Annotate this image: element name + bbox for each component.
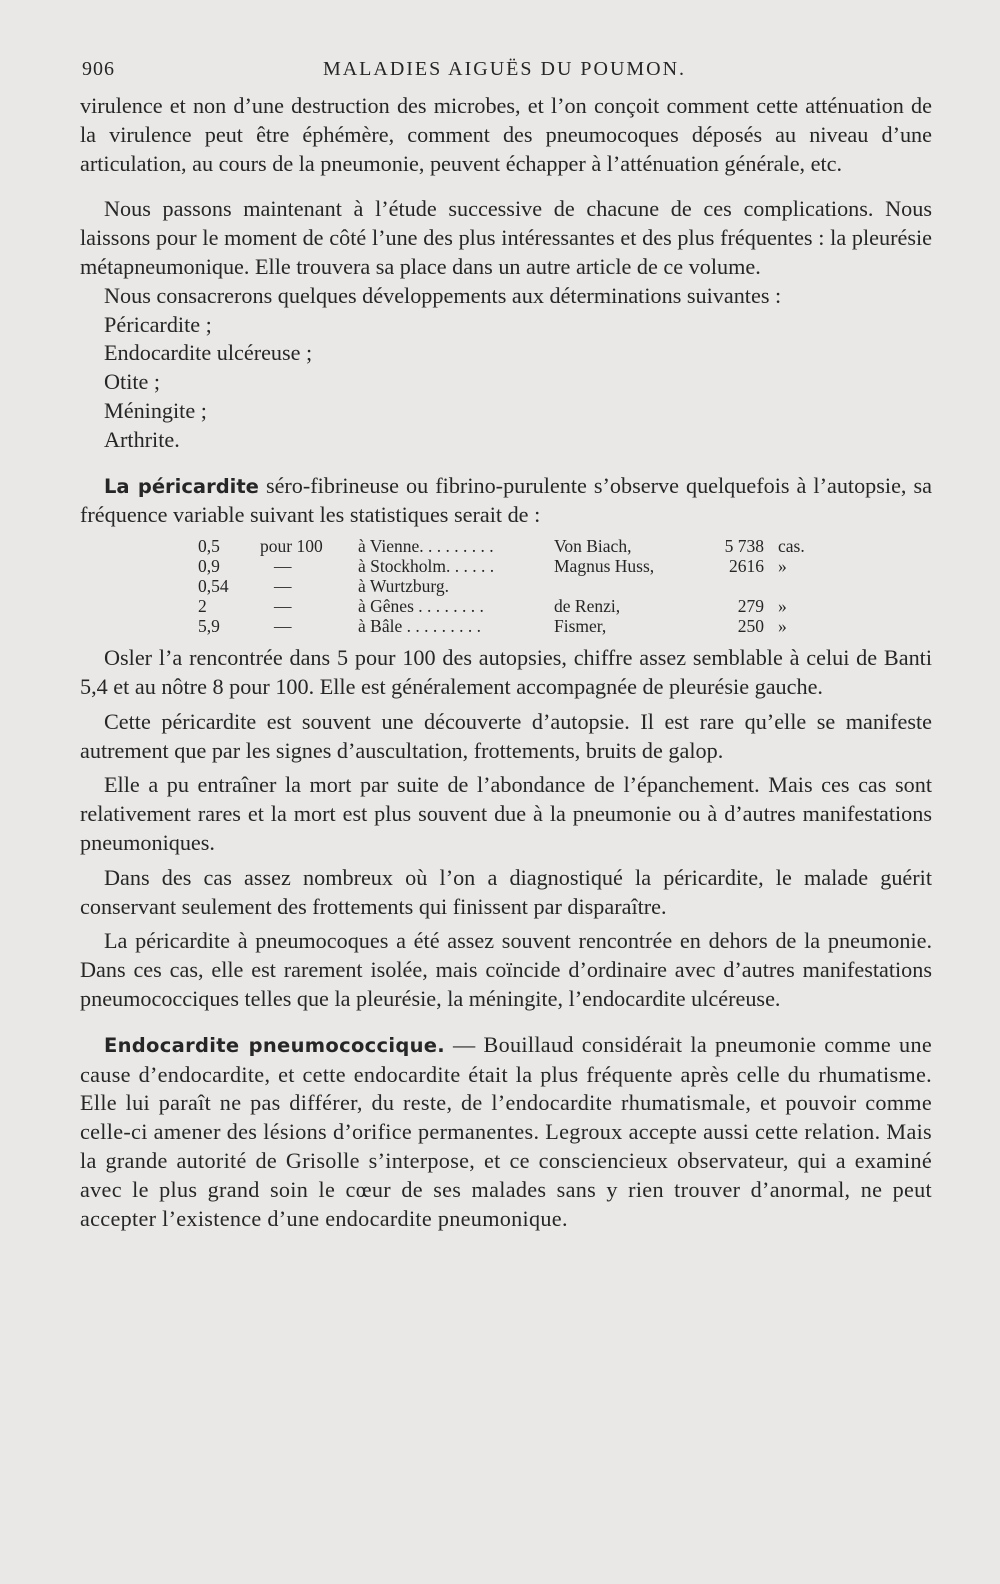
endocardite-text: — Bouillaud considérait la pneumonie comme une cause d’endocardite, et cette endocardite était la plus fréquente après celle du rhumatisme. Elle lui paraît ne pas différer, du reste, de l’endocardite rhumatismale, et pouvoir comme celle-ci amener des lésions d’orifice permanentes. Legroux accepte aussi cette relation. Mais la grande autorité de Grisolle s’interpose, et ce consciencieux observateur, qui a examiné avec le plus grand soin le cœur de ses malades sans y rien trouver d’anormal, ne peut accepter l’existence d’une endocardite pneumonique.	[80, 1031, 932, 1231]
unit-cell: —	[274, 596, 292, 617]
unit-cell: —	[274, 576, 292, 597]
list-item: Arthrite.	[104, 426, 180, 452]
list-item: Endocardite ulcéreuse ;	[104, 340, 313, 366]
cases-cell: 2616	[729, 556, 764, 577]
list-item: Méningite ;	[104, 397, 207, 423]
cases-cell: 279	[737, 596, 764, 617]
table-row	[198, 596, 818, 616]
rate-cell: 2	[198, 596, 207, 617]
author-cell: Fismer,	[554, 616, 607, 637]
cases-cell: 5 738	[724, 536, 764, 557]
paragraph-pericardite	[80, 472, 932, 531]
page-body	[80, 92, 932, 1233]
paragraph-virulence: virulence et non d’une destruction des microbes, et l’on conçoit comment cette atténuation de la virulence peut être éphémère, comment des pneumocoques déposés au niveau d’une articulation, au cours de la pneumonie, peuvent échapper à l’atténuation générale, etc.	[80, 93, 932, 176]
author-cell: Magnus Huss,	[554, 556, 655, 577]
suffix-cell: cas.	[778, 536, 805, 557]
pericardite-text: séro-fibrineuse ou fibrino-purulente s’observe quelquefois à l’autopsie, sa fréquence variable suivant les statistiques serait de :	[80, 472, 932, 528]
paragraph-determinations: Nous consacrerons quelques développements aux déterminations suivantes :	[104, 282, 782, 308]
city-cell: à Wurtzburg.	[358, 576, 449, 597]
city-cell: à Bâle . . . . . . . . .	[358, 616, 481, 637]
paragraph-complications-intro: Nous passons maintenant à l’étude successive de chacune de ces complications. Nous laissons pour le moment de côté l’une des plus intéressantes et des plus fréquentes : la pleurésie métapneumonique. Elle trouvera sa place dans un autre article de ce volume.	[80, 196, 932, 279]
page-header	[82, 58, 927, 84]
running-title: MALADIES AIGUËS DU POUMON.	[322, 58, 687, 80]
table-row	[198, 616, 818, 636]
complications-list	[80, 311, 932, 455]
page-number: 906	[82, 58, 115, 80]
author-cell: de Renzi,	[554, 596, 621, 617]
paragraph-osler: Osler l’a rencontrée dans 5 pour 100 des autopsies, chiffre assez semblable à celui de Banti 5,4 et au nôtre 8 pour 100. Elle est généralement accompagnée de pleurésie gauche.	[80, 645, 932, 699]
author-cell: Von Biach,	[554, 536, 632, 557]
table-row	[198, 536, 818, 556]
paragraph-mort: Elle a pu entraîner la mort par suite de l’abondance de l’épanchement. Mais ces cas sont relativement rares et la mort est plus souvent due à la pneumonie ou à d’autres manifestations pneumoniques.	[80, 772, 932, 855]
suffix-cell: »	[778, 616, 787, 637]
paragraph-guerison: Dans des cas assez nombreux où l’on a diagnostiqué la péricardite, le malade guérit conservant seulement des frottements qui finissent par disparaître.	[80, 864, 932, 919]
city-cell: à Gênes . . . . . . . .	[358, 596, 484, 617]
city-cell: à Stockholm. . . . . .	[358, 556, 495, 577]
list-item: Otite ;	[104, 369, 161, 395]
suffix-cell: »	[778, 556, 787, 577]
rate-cell: 0,9	[198, 556, 220, 577]
cases-cell	[704, 576, 778, 596]
rate-cell: 0,5	[198, 536, 220, 557]
paragraph-endocardite	[80, 1031, 932, 1234]
cases-cell: 250	[737, 616, 764, 637]
term-pericardite: La péricardite	[104, 474, 259, 498]
paragraph-pneumocoques: La péricardite à pneumocoques a été assez souvent rencontrée en dehors de la pneumonie. Dans ces cas, elle est rarement isolée, mais coïncide d’ordinaire avec d’autres manifestations pneumococciques telles que la pleurésie, la méningite, l’endocardite ulcéreuse.	[80, 928, 932, 1011]
list-item: Péricardite ;	[104, 311, 212, 337]
table-row	[198, 576, 818, 596]
table-row	[198, 556, 818, 576]
author-cell	[554, 576, 704, 596]
term-endocardite: Endocardite pneumococcique.	[104, 1033, 446, 1057]
statistics-table	[198, 536, 818, 636]
unit-cell: —	[274, 556, 292, 577]
unit-cell: pour 100	[260, 536, 323, 557]
unit-cell: —	[274, 616, 292, 637]
paragraph-autopsie: Cette péricardite est souvent une découverte d’autopsie. Il est rare qu’elle se manifeste autrement que par les signes d’auscultation, frottements, bruits de galop.	[80, 708, 932, 763]
rate-cell: 0,54	[198, 576, 229, 597]
city-cell: à Vienne. . . . . . . . .	[358, 536, 494, 557]
suffix-cell: »	[778, 596, 787, 617]
rate-cell: 5,9	[198, 616, 220, 637]
suffix-cell	[778, 576, 818, 596]
